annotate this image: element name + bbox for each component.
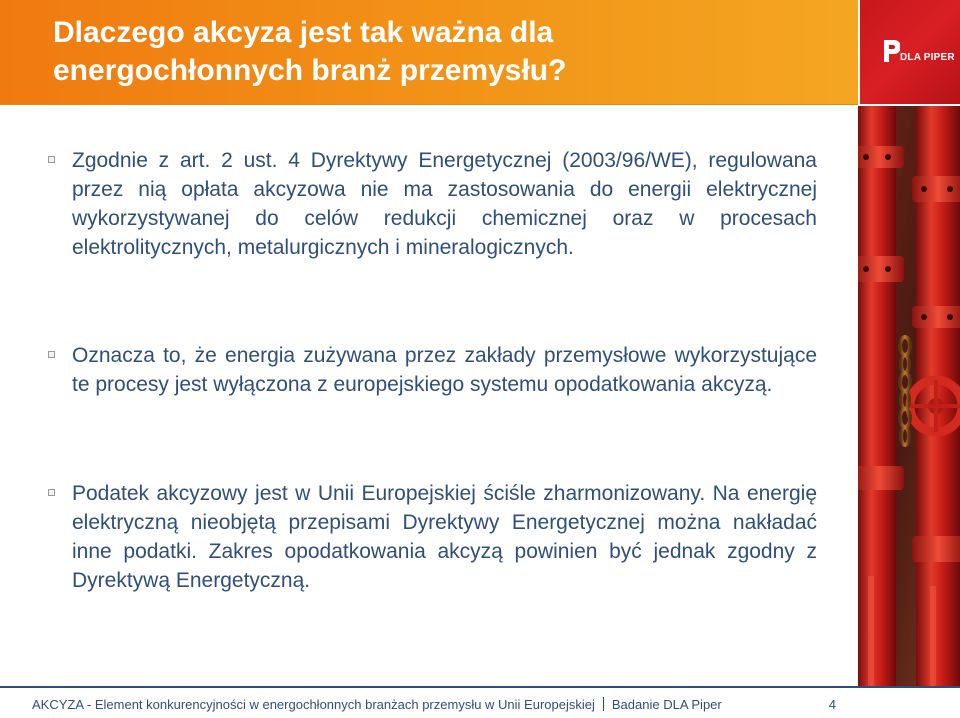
logo-text: DLA PIPER — [900, 52, 955, 63]
slide-footer — [0, 686, 960, 718]
page-number: 4 — [828, 697, 836, 712]
bullet-1: Zgodnie z art. 2 ust. 4 Dyrektywy Energetycznej (2003/96/WE), regulowana przez nią opłata akcyzowa nie ma zastosowania do energii elektrycznej wykorzystywanej do celów redukcji chemicznej oraz w procesach elektrolitycznych, metalurgicznych i mineralogicznych. — [72, 149, 817, 259]
footer-caption — [32, 697, 722, 712]
logo-panel — [860, 0, 960, 104]
square-bullet-icon — [48, 489, 55, 496]
red-pipes-valve-photo — [858, 106, 960, 686]
bullet-2: Oznacza to, że energia zużywana przez zakłady przemysłowe wykorzystujące te procesy jest wyłączona z europejskiego systemu opodatkowania akcyzą. — [72, 344, 817, 396]
slide-title-line-2: energochłonnych branż przemysłu? — [53, 54, 567, 87]
square-bullet-icon — [48, 351, 55, 358]
square-bullet-icon — [48, 156, 55, 163]
dla-piper-logo-icon — [882, 38, 900, 64]
side-photo — [858, 106, 960, 686]
footer-left-text: AKCYZA - Element konkurencyjności w energochłonnych branżach przemysłu w Unii Europejskiej — [32, 697, 595, 712]
footer-right-text: Badanie DLA Piper — [611, 697, 722, 712]
bullet-3: Podatek akcyzowy jest w Unii Europejskiej ściśle zharmonizowany. Na energię elektryczną nieobjętą przepisami Dyrektywy Energetycznej można nakładać inne podatki. Zakres opodatkowania akcyzą powinien być jednak zgodny z Dyrektywą Energetyczną. — [72, 482, 817, 592]
footer-separator — [603, 697, 604, 711]
slide-title-line-1: Dlaczego akcyza jest tak ważna dla — [53, 16, 554, 49]
